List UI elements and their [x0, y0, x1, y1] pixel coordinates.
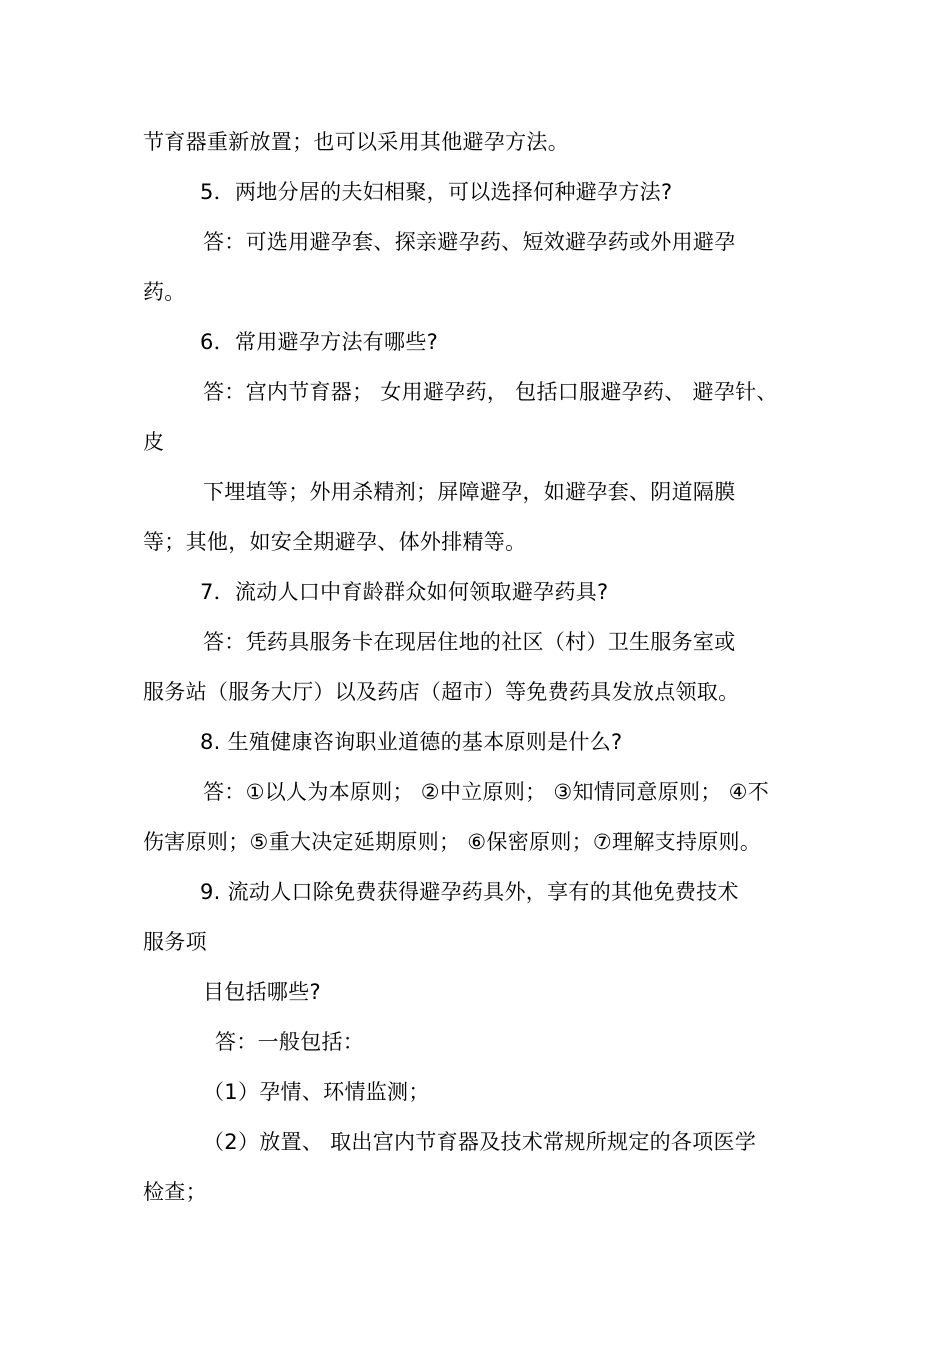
- list-item: （2）放置、 取出宫内节育器及技术常规所规定的各项医学: [203, 1130, 757, 1154]
- answer-7: 答：凭药具服务卡在现居住地的社区（村）卫生服务室或: [203, 630, 736, 654]
- text-line: 等；其他，如安全期避孕、体外排精等。: [143, 530, 527, 554]
- answer-6: 答：宫内节育器； 女用避孕药， 包括口服避孕药、 避孕针、: [203, 380, 778, 404]
- list-item: （1）孕情、环情监测；: [203, 1080, 430, 1104]
- answer-9: 答：一般包括：: [215, 1030, 365, 1054]
- question-8: 8. 生殖健康咨询职业道德的基本原则是什么?: [200, 730, 623, 754]
- question-6: 6．常用避孕方法有哪些?: [200, 330, 439, 354]
- text-line: 药。: [143, 280, 186, 304]
- text-line: 目包括哪些?: [203, 980, 321, 1004]
- text-line: 服务项: [143, 930, 207, 954]
- text-line: 服务站（服务大厅）以及药店（超市）等免费药具发放点领取。: [143, 680, 740, 704]
- question-7: 7．流动人口中育龄群众如何领取避孕药具?: [200, 580, 609, 604]
- question-9: 9. 流动人口除免费获得避孕药具外，享有的其他免费技术: [200, 880, 739, 904]
- text-line: 检查；: [143, 1180, 207, 1204]
- text-line: 伤害原则；⑤重大决定延期原则； ⑥保密原则；⑦理解支持原则。: [143, 830, 762, 854]
- answer-8: 答：①以人为本原则； ②中立原则； ③知情同意原则； ④不: [203, 780, 770, 804]
- text-line: 下埋埴等；外用杀精剂；屏障避孕，如避孕套、阴道隔膜: [203, 480, 736, 504]
- text-line: 皮: [143, 430, 165, 454]
- text-line: 节育器重新放置；也可以采用其他避孕方法。: [143, 130, 569, 154]
- answer-5: 答：可选用避孕套、探亲避孕药、短效避孕药或外用避孕: [203, 230, 736, 254]
- question-5: 5．两地分居的夫妇相聚，可以选择何种避孕方法?: [200, 180, 673, 204]
